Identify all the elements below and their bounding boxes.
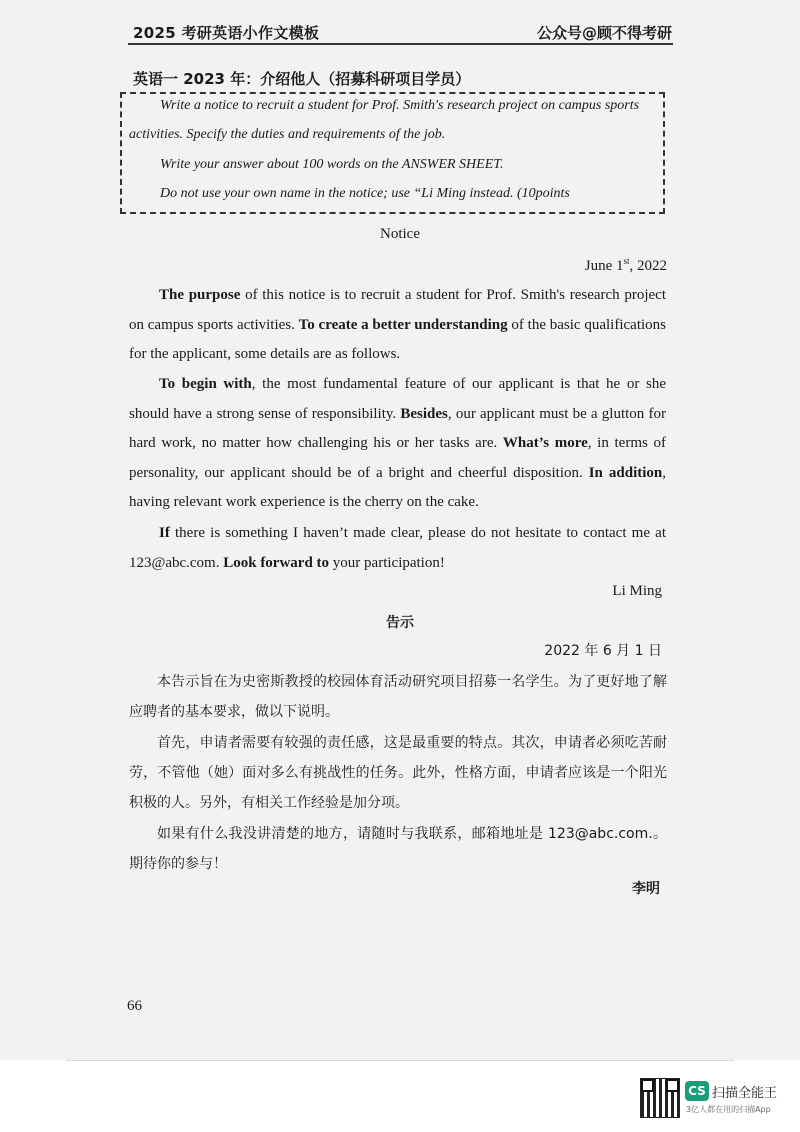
qr-code-icon xyxy=(641,1079,679,1117)
notice-title: Notice xyxy=(380,226,420,242)
cn-notice-date: 2022 年 6 月 1 日 xyxy=(544,643,662,659)
notice-paragraph: If there is something I haven’t made clear, please do not hesitate to contact me at 123@abc.com. Look forward to your participation! xyxy=(129,525,666,571)
exam-title: 英语一 2023 年：介绍他人（招募科研项目学员） xyxy=(133,70,471,88)
cn-notice-title: 告示 xyxy=(386,615,414,631)
notice-date: June 1st, 2022 xyxy=(584,256,667,274)
header-rule xyxy=(128,43,673,45)
scanner-tagline: 3亿人都在用的扫描App xyxy=(686,1105,771,1114)
header-book-title: 2025 考研英语小作文模板 xyxy=(133,24,320,42)
cn-signature: 李明 xyxy=(632,881,660,897)
cn-paragraph: 如果有什么我没讲清楚的地方，请随时与我联系，邮箱地址是 123@abc.com.。期待你的参与！ xyxy=(129,826,667,872)
notice-paragraph: The purpose of this notice is to recruit a student for Prof. Smith's research project on campus sports activities. To create a better understanding of the basic qualifications for the applicant, some details are as follows. xyxy=(129,287,666,363)
scanner-app-name: 扫描全能王 xyxy=(712,1086,778,1101)
cn-paragraph: 本告示旨在为史密斯教授的校园体育活动研究项目招募一名学生。为了更好地了解应聘者的基本要求，做以下说明。 xyxy=(129,674,667,720)
prompt-line: activities. Specify the duties and requirements of the job. xyxy=(129,127,446,142)
page-number: 66 xyxy=(127,998,142,1014)
notice-paragraph: To begin with, the most fundamental feature of our applicant is that he or she should have a strong sense of responsibility. Besides, our applicant must be a glutton for hard work, no matter how challenging his or her tasks are. What’s more, in terms of personality, our applicant should be of a bright and cheerful disposition. In addition, having relevant work experience is the cherry on the cake. xyxy=(129,376,666,511)
footer-divider xyxy=(66,1060,734,1061)
cn-paragraph: 首先，申请者需要有较强的责任感，这是最重要的特点。其次，申请者必须吃苦耐劳，不管他（她）面对多么有挑战性的任务。此外，性格方面，申请者应该是一个阳光积极的人。另外，有相关工作经验是加分项。 xyxy=(129,735,667,811)
prompt-line: Write a notice to recruit a student for Prof. Smith's research project on campus sports xyxy=(160,98,640,113)
camscanner-logo-icon: CS xyxy=(685,1081,709,1101)
notice-signature: Li Ming xyxy=(612,583,662,599)
prompt-line: Write your answer about 100 words on the ANSWER SHEET. xyxy=(160,157,504,172)
header-account: 公众号@顾不得考研 xyxy=(536,24,672,42)
prompt-line: Do not use your own name in the notice; use “Li Ming instead. (10points xyxy=(160,186,570,201)
